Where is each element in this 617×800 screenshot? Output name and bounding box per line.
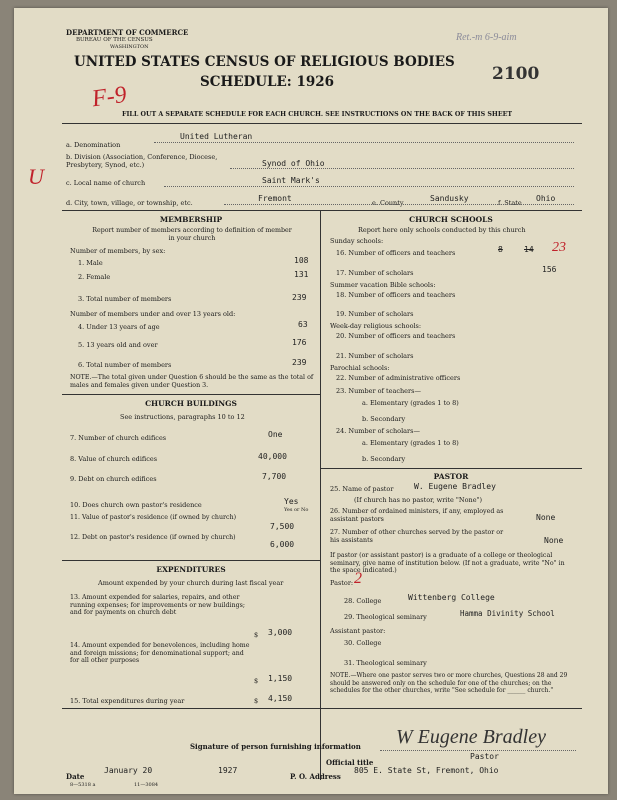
year-value: 1927 — [218, 766, 238, 775]
stamp-number: 2100 — [492, 64, 540, 84]
county-value: Sandusky — [430, 194, 469, 203]
graduate-intro: If pastor (or assistant pastor) is a graduate of a college or theological seminary, give name of institution below. (If not a graduate, write "No" in the space indicated.) — [330, 552, 565, 574]
denomination-label: a. Denomination — [66, 141, 121, 149]
divider — [380, 750, 576, 751]
q19-label: 19. Number of scholars — [336, 310, 414, 318]
q9-label: 9. Debt on church edifices — [70, 475, 157, 483]
q20-label: 20. Number of officers and teachers — [336, 332, 456, 340]
sunday-label: Sunday schools: — [330, 237, 384, 245]
pastor-title: PASTOR — [433, 472, 469, 481]
official-title-value: Pastor — [470, 752, 499, 761]
schools-intro: Report here only schools conducted by this church — [358, 226, 526, 234]
buildings-intro: See instructions, paragraphs 10 to 12 — [120, 413, 245, 421]
buildings-title: CHURCH BUILDINGS — [145, 399, 237, 408]
divider — [224, 204, 574, 205]
q26-label: 26. Number of ordained ministers, if any, employed as assistant pastors — [330, 508, 504, 523]
q8-value: 40,000 — [258, 452, 287, 461]
parochial-label: Parochial schools: — [330, 364, 390, 372]
q6-value: 239 — [292, 358, 307, 367]
form-title: UNITED STATES CENSUS OF RELIGIOUS BODIES — [74, 54, 455, 70]
divider — [62, 123, 582, 124]
q26-value: None — [536, 513, 556, 522]
form-code-2: 11—3084 — [134, 782, 159, 788]
pencil-note: Ret.-m 6-9-aim — [456, 32, 517, 43]
q24-label: 24. Number of scholars— — [336, 427, 420, 435]
bureau-label: BUREAU OF THE CENSUS — [76, 37, 153, 43]
divider — [62, 394, 320, 395]
city-label: WASHINGTON — [110, 44, 149, 50]
q3-label: 3. Total number of members — [78, 295, 172, 303]
q24b-label: b. Secondary — [362, 455, 406, 463]
pastor-note: NOTE.—Where one pastor serves two or more churches, Questions 28 and 29 should be answered only on the schedule for one of the churches; on the schedules for the other churches, write "See schedule for ______ church." — [330, 672, 568, 694]
q2-value: 131 — [294, 270, 309, 279]
q29-value: Hamma Divinity School — [460, 609, 555, 618]
yesno-hint: Yes or No — [284, 507, 309, 513]
handwritten-u: U — [28, 164, 44, 189]
by-sex-label: Number of members, by sex: — [70, 247, 166, 255]
division-value: Synod of Ohio — [262, 159, 325, 168]
q25-value: W. Eugene Bradley — [414, 482, 496, 491]
instruction-line: FILL OUT A SEPARATE SCHEDULE FOR EACH CHURCH. SEE INSTRUCTIONS ON THE BACK OF THIS SHEET — [122, 111, 513, 118]
q14-label: 14. Amount expended for benevolences, including home and foreign missions; for denominational support; and for all other purposes — [70, 642, 250, 664]
assistant-label: Assistant pastor: — [330, 627, 386, 635]
q11-label: 11. Value of pastor's residence (if owned by church) — [70, 514, 237, 521]
q27-label: 27. Number of other churches served by the pastor or his assistants — [330, 529, 504, 544]
divider — [154, 142, 574, 143]
expenditures-title: EXPENDITURES — [156, 565, 226, 574]
city-value: Fremont — [258, 194, 292, 203]
divider — [320, 210, 321, 780]
q29-label: 29. Theological seminary — [344, 613, 427, 621]
po-address-value: 805 E. State St, Fremont, Ohio — [354, 766, 499, 775]
q6-label: 6. Total number of members — [78, 361, 172, 369]
q4-value: 63 — [298, 320, 308, 329]
q22-label: 22. Number of administrative officers — [336, 374, 461, 382]
q12-label: 12. Debt on pastor's residence (if owned by church) — [70, 534, 236, 541]
q15-label: 15. Total expenditures during year — [70, 697, 185, 705]
official-title-label: Official title — [326, 758, 374, 767]
q31-label: 31. Theological seminary — [344, 659, 427, 667]
q5-label: 5. 13 years old and over — [78, 341, 158, 349]
q17-label: 17. Number of scholars — [336, 269, 414, 277]
divider — [62, 708, 582, 709]
dollar-sign: $ — [254, 697, 259, 705]
department-label: DEPARTMENT OF COMMERCE — [66, 28, 189, 37]
q3-value: 239 — [292, 293, 307, 302]
q10-label: 10. Does church own pastor's residence — [70, 501, 202, 509]
q25-label: 25. Name of pastor — [330, 485, 394, 493]
q23b-label: b. Secondary — [362, 415, 406, 423]
dollar-sign: $ — [254, 631, 259, 639]
form-code: 8—5318 a — [70, 782, 96, 788]
q4-label: 4. Under 13 years of age — [78, 323, 160, 331]
q16-value: 8 — [498, 245, 503, 254]
q30-label: 30. College — [344, 639, 382, 647]
city-label: d. City, town, village, or township, etc. — [66, 199, 193, 207]
handwritten-f9: F-9 — [90, 81, 129, 113]
q27-value: None — [544, 536, 564, 545]
divider — [320, 468, 582, 469]
q23-label: 23. Number of teachers— — [336, 387, 421, 395]
handwritten-2: 2 — [354, 570, 362, 587]
church-name-value: Saint Mark's — [262, 176, 320, 185]
q7-label: 7. Number of church edifices — [70, 434, 167, 442]
po-address-label: P. O. Address — [290, 772, 341, 781]
census-schedule-sheet — [14, 8, 608, 794]
divider — [164, 186, 574, 187]
county-label: e. County — [372, 199, 404, 207]
date-value: January 20 — [104, 766, 153, 775]
schedule-title: SCHEDULE: 1926 — [200, 74, 335, 90]
pastor-sub-label: Pastor: — [330, 579, 354, 587]
membership-intro: Report number of members according to definition of member in your church — [92, 227, 292, 242]
q23a-label: a. Elementary (grades 1 to 8) — [362, 399, 459, 407]
state-value: Ohio — [536, 194, 556, 203]
q14-value: 1,150 — [268, 674, 293, 683]
summer-label: Summer vacation Bible schools: — [330, 281, 436, 289]
q16-value-corrected: 23 — [552, 240, 566, 255]
q13-label: 13. Amount expended for salaries, repairs, and other running expenses; for improvements or new buildings; and for payments on church debt — [70, 594, 246, 616]
q2-label: 2. Female — [78, 273, 111, 281]
q16-value-b: 14 — [524, 245, 534, 254]
signature: W Eugene Bradley — [396, 726, 546, 748]
q5-value: 176 — [292, 338, 307, 347]
q9-value: 7,700 — [262, 472, 287, 481]
q18-label: 18. Number of officers and teachers — [336, 291, 456, 299]
divider — [62, 560, 320, 561]
division-label: b. Division (Association, Conference, Diocese, Presbytery, Synod, etc.) — [66, 153, 218, 169]
q15-value: 4,150 — [268, 694, 293, 703]
signature-label: Signature of person furnishing information — [190, 742, 361, 751]
q28-value: Wittenberg College — [408, 593, 495, 602]
divider — [230, 168, 574, 169]
schools-title: CHURCH SCHOOLS — [409, 215, 493, 224]
dollar-sign: $ — [254, 677, 259, 685]
church-name-label: c. Local name of church — [66, 179, 146, 187]
q16-label: 16. Number of officers and teachers — [336, 249, 456, 257]
q28-label: 28. College — [344, 597, 382, 605]
q25-note: (If church has no pastor, write "None") — [354, 496, 483, 504]
q17-value: 156 — [542, 265, 557, 274]
q12-value: 6,000 — [270, 540, 295, 549]
denomination-value: United Lutheran — [180, 132, 253, 141]
q1-label: 1. Male — [78, 259, 103, 267]
q11-value: 7,500 — [270, 522, 295, 531]
state-label: f. State — [498, 199, 522, 207]
q13-value: 3,000 — [268, 628, 293, 637]
expenditures-intro: Amount expended by your church during last fiscal year — [98, 579, 284, 587]
weekday-label: Week-day religious schools: — [330, 322, 422, 330]
q8-label: 8. Value of church edifices — [70, 455, 158, 463]
divider — [62, 210, 582, 211]
membership-note: NOTE.—The total given under Question 6 should be the same as the total of males and females given under Question 3. — [70, 374, 314, 389]
q24a-label: a. Elementary (grades 1 to 8) — [362, 439, 459, 447]
date-label: Date — [66, 772, 85, 781]
q21-label: 21. Number of scholars — [336, 352, 414, 360]
membership-title: MEMBERSHIP — [159, 215, 223, 224]
age-intro-label: Number of members under and over 13 years old: — [70, 310, 236, 318]
q1-value: 108 — [294, 256, 309, 265]
q7-value: One — [268, 430, 283, 439]
q10-value: Yes — [284, 497, 299, 506]
